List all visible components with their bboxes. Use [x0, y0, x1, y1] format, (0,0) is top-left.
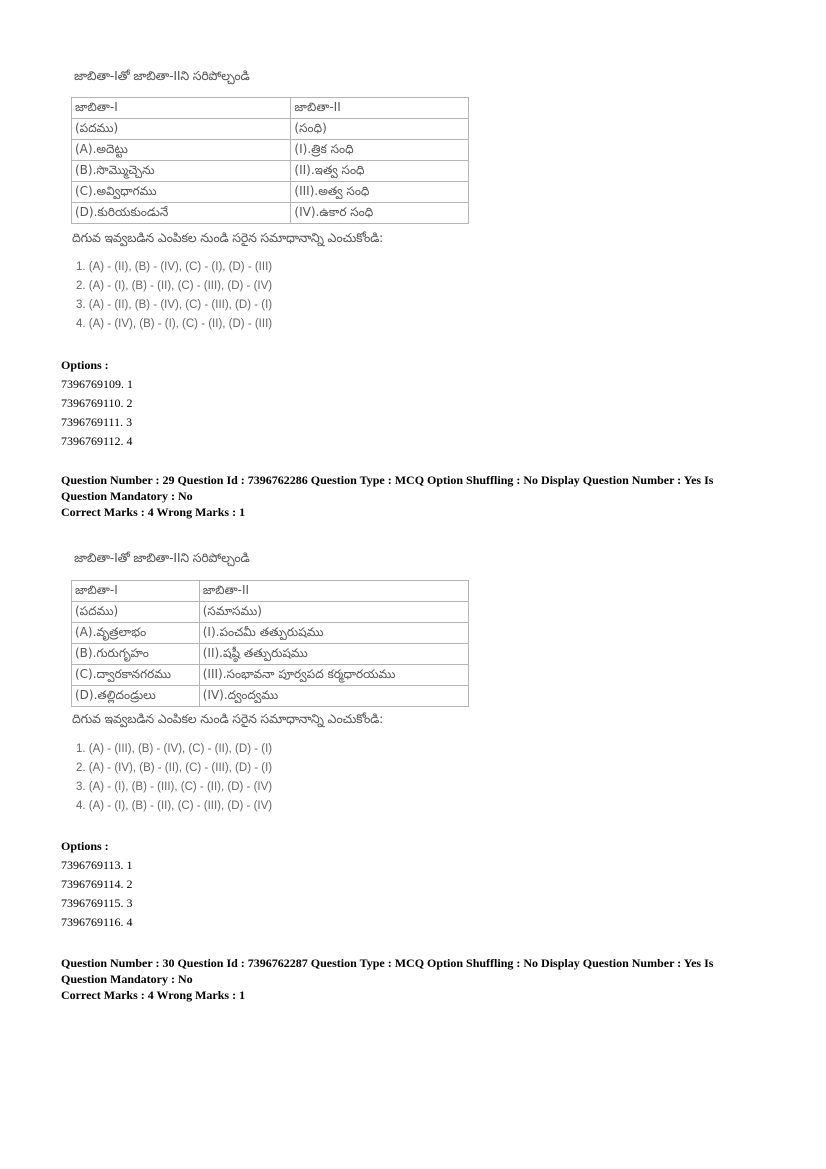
match-table — [71, 580, 469, 707]
option-item: 7396769116. 4 — [61, 915, 133, 929]
option-item: 7396769109. 1 — [61, 377, 133, 391]
table-cell: (III).అత్వ సంధి — [291, 182, 469, 203]
question-header — [61, 472, 761, 520]
answer-choice: 3. (A) - (I), (B) - (III), (C) - (II), (D) - (IV) — [76, 781, 273, 793]
option-item: 7396769114. 2 — [61, 877, 133, 891]
table-cell: (పదము) — [72, 119, 291, 140]
table-cell: (IV).ఉకార సంధి — [291, 203, 469, 224]
answer-choices — [76, 740, 272, 816]
table-cell: (II).షష్ఠీ తత్పురుషము — [199, 644, 468, 665]
question-marks: Correct Marks : 4 Wrong Marks : 1 — [61, 505, 246, 519]
table-row — [72, 119, 469, 140]
table-cell: (పదము) — [72, 602, 200, 623]
options-label: Options : — [61, 358, 109, 372]
table-cell: (C).ద్వారకానగరము — [72, 665, 200, 686]
table-cell: (II).ఇత్వ సంధి — [291, 161, 469, 182]
answer-choice: 4. (A) - (IV), (B) - (I), (C) - (II), (D) - (III) — [76, 318, 273, 330]
question-meta: Question Number : 29 Question Id : 7396762286 Question Type : MCQ Option Shuffling : No Display Question Number : Yes Is — [61, 473, 714, 487]
table-row — [72, 581, 469, 602]
option-item: 7396769113. 1 — [61, 858, 133, 872]
answer-choice: 2. (A) - (IV), (B) - (II), (C) - (III), (D) - (I) — [76, 762, 273, 774]
table-row — [72, 203, 469, 224]
answer-choice: 3. (A) - (II), (B) - (IV), (C) - (III), (D) - (I) — [76, 299, 273, 311]
table-cell: (B).సొమ్మొచ్చెను — [72, 161, 291, 182]
table-row — [72, 665, 469, 686]
option-item: 7396769112. 4 — [61, 434, 133, 448]
options-list — [61, 356, 133, 451]
question-mandatory: Question Mandatory : No — [61, 972, 193, 986]
table-cell: (D).తల్లిదండ్రులు — [72, 686, 200, 707]
question-mandatory: Question Mandatory : No — [61, 489, 193, 503]
question-meta: Question Number : 30 Question Id : 7396762287 Question Type : MCQ Option Shuffling : No Display Question Number : Yes Is — [61, 956, 714, 970]
answer-choice: 2. (A) - (I), (B) - (II), (C) - (III), (D) - (IV) — [76, 280, 273, 292]
options-label: Options : — [61, 839, 109, 853]
table-cell: (III).సంభావనా పూర్వపద కర్మధారయము — [199, 665, 468, 686]
question-prompt: దిగువ ఇవ్వబడిన ఎంపికల నుండి సరైన సమాధానాన్ని ఎంచుకోండి: — [72, 230, 384, 245]
table-cell: (I).త్రిక సంధి — [291, 140, 469, 161]
table-cell: (C).అవ్విధాగము — [72, 182, 291, 203]
table-cell: జాబితా-I — [72, 98, 291, 119]
options-list — [61, 837, 133, 932]
table-cell: (A).వృత్రలాభం — [72, 623, 200, 644]
question-prompt: దిగువ ఇవ్వబడిన ఎంపికల నుండి సరైన సమాధానాన్ని ఎంచుకోండి: — [72, 711, 384, 726]
option-item: 7396769110. 2 — [61, 396, 133, 410]
option-item: 7396769111. 3 — [61, 415, 133, 429]
question-instruction: జాబితా-Iతో జాబితా-IIని సరిపోల్చండి — [74, 68, 250, 83]
table-cell: (A).అదెట్టు — [72, 140, 291, 161]
table-cell: (B).గురుగృహం — [72, 644, 200, 665]
question-instruction: జాబితా-Iతో జాబితా-IIని సరిపోల్చండి — [74, 550, 250, 565]
match-table — [71, 97, 469, 224]
option-item: 7396769115. 3 — [61, 896, 133, 910]
table-cell: జాబితా-II — [291, 98, 469, 119]
table-row — [72, 686, 469, 707]
table-row — [72, 161, 469, 182]
question-marks: Correct Marks : 4 Wrong Marks : 1 — [61, 988, 246, 1002]
table-cell: (సమాసము) — [199, 602, 468, 623]
table-cell: (సంధి) — [291, 119, 469, 140]
table-row — [72, 140, 469, 161]
table-cell: (I).పంచమీ తత్పురుషము — [199, 623, 468, 644]
answer-choice: 4. (A) - (I), (B) - (II), (C) - (III), (D) - (IV) — [76, 800, 273, 812]
table-row — [72, 623, 469, 644]
answer-choice: 1. (A) - (III), (B) - (IV), (C) - (II), (D) - (I) — [76, 743, 273, 755]
answer-choices — [76, 258, 272, 334]
table-row — [72, 98, 469, 119]
answer-choice: 1. (A) - (II), (B) - (IV), (C) - (I), (D) - (III) — [76, 261, 273, 273]
table-row — [72, 602, 469, 623]
table-cell: (D).కురియకుండునే — [72, 203, 291, 224]
table-cell: జాబితా-II — [199, 581, 468, 602]
table-row — [72, 182, 469, 203]
table-cell: (IV).ద్వంద్వము — [199, 686, 468, 707]
question-header — [61, 955, 761, 1003]
table-cell: జాబితా-I — [72, 581, 200, 602]
table-row — [72, 644, 469, 665]
